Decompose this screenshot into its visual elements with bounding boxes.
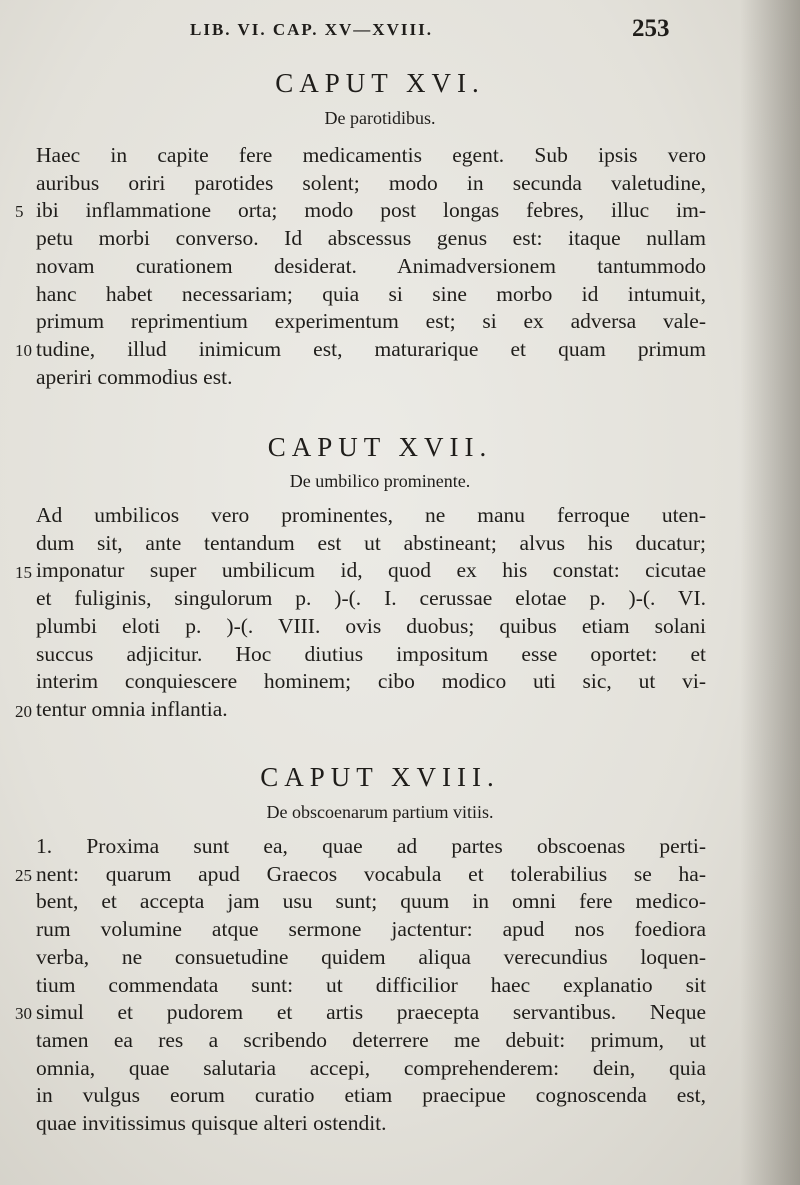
text-line: bent, et accepta jam usu sunt; quum in omni fere medico-	[36, 889, 706, 914]
text-line: plumbi eloti p. )-(. VIII. ovis duobus; quibus etiam solani	[36, 613, 706, 638]
text-line: hanc habet necessariam; quia si sine morbo id intumuit,	[36, 281, 706, 306]
text-line: dum sit, ante tentandum est ut abstineant; alvus his ducatur;	[36, 530, 706, 555]
text-line: imponatur super umbilicum id, quod ex his constat: cicutae	[36, 558, 706, 583]
text-line: novam curationem desiderat. Animadversionem tantummodo	[36, 253, 706, 278]
text-line: verba, ne consuetudine quidem aliqua verecundius loquen-	[36, 944, 706, 969]
caput-xvi-subtitle: De parotidibus.	[324, 108, 436, 128]
text-line: simul et pudorem et artis praecepta servantibus. Neque	[36, 1000, 706, 1025]
text-line: tium commendata sunt: ut difficilior haec explanatio sit	[36, 972, 706, 997]
line-number-10: 10	[15, 341, 32, 360]
line-number-5: 5	[15, 202, 24, 221]
text-line: succus adjicitur. Hoc diutius impositum esse oportet: et	[36, 641, 706, 666]
caput-xviii-subtitle: De obscoenarum partium vitiis.	[266, 802, 494, 822]
text-line: rum volumine atque sermone jactentur: apud nos foediora	[36, 917, 706, 942]
text-line: tudine, illud inimicum est, maturarique et quam primum	[36, 336, 706, 361]
caput-xvi-text	[36, 142, 706, 391]
text-line: Haec in capite fere medicamentis egent. Sub ipsis vero	[36, 143, 706, 167]
line-number-15: 15	[15, 563, 32, 582]
text-line: Ad umbilicos vero prominentes, ne manu ferroque uten-	[36, 503, 706, 527]
page-edge-shadow	[740, 0, 800, 1185]
text-line: interim conquiescere hominem; cibo modico uti sic, ut vi-	[36, 669, 706, 694]
text-line: tamen ea res a scribendo deterrere me debuit: primum, ut	[36, 1027, 706, 1052]
line-number-20: 20	[15, 702, 32, 721]
text-line: nent: quarum apud Graecos vocabula et tolerabilius se ha-	[36, 861, 706, 886]
line-number-25: 25	[15, 866, 32, 885]
text-line: primum reprimentium experimentum est; si ex adversa vale-	[36, 309, 706, 334]
text-line: quae invitissimus quisque alteri ostendit.	[36, 1111, 387, 1136]
text-line: in vulgus eorum curatio etiam praecipue cognoscenda est,	[36, 1083, 706, 1108]
text-line: petu morbi converso. Id abscessus genus est: itaque nullam	[36, 226, 706, 251]
text-line: ibi inflammatione orta; modo post longas febres, illuc im-	[36, 198, 706, 223]
caput-xvii-title: CAPUT XVII.	[267, 432, 493, 462]
text-line: omnia, quae salutaria accepi, comprehenderem: dein, quia	[36, 1055, 706, 1080]
running-head: LIB. VI. CAP. XV—XVIII.	[190, 20, 433, 39]
text-line: tentur omnia inflantia.	[36, 696, 228, 721]
caput-xvii-subtitle: De umbilico prominente.	[289, 471, 471, 491]
caput-xvii-text	[36, 502, 706, 724]
line-number-30: 30	[15, 1004, 32, 1023]
text-line: et fuliginis, singulorum p. )-(. I. cerussae elotae p. )-(. VI.	[36, 586, 706, 611]
text-line: auribus oriri parotides solent; modo in secunda valetudine,	[36, 170, 706, 195]
caput-xvi-title: CAPUT XVI.	[275, 68, 485, 98]
caput-xviii-text	[36, 833, 706, 1138]
caput-xviii-title: CAPUT XVIII.	[260, 762, 500, 792]
text-line: 1. Proxima sunt ea, quae ad partes obscoenas perti-	[36, 834, 706, 858]
page-number: 253	[632, 15, 670, 42]
text-line: aperiri commodius est.	[36, 364, 233, 389]
